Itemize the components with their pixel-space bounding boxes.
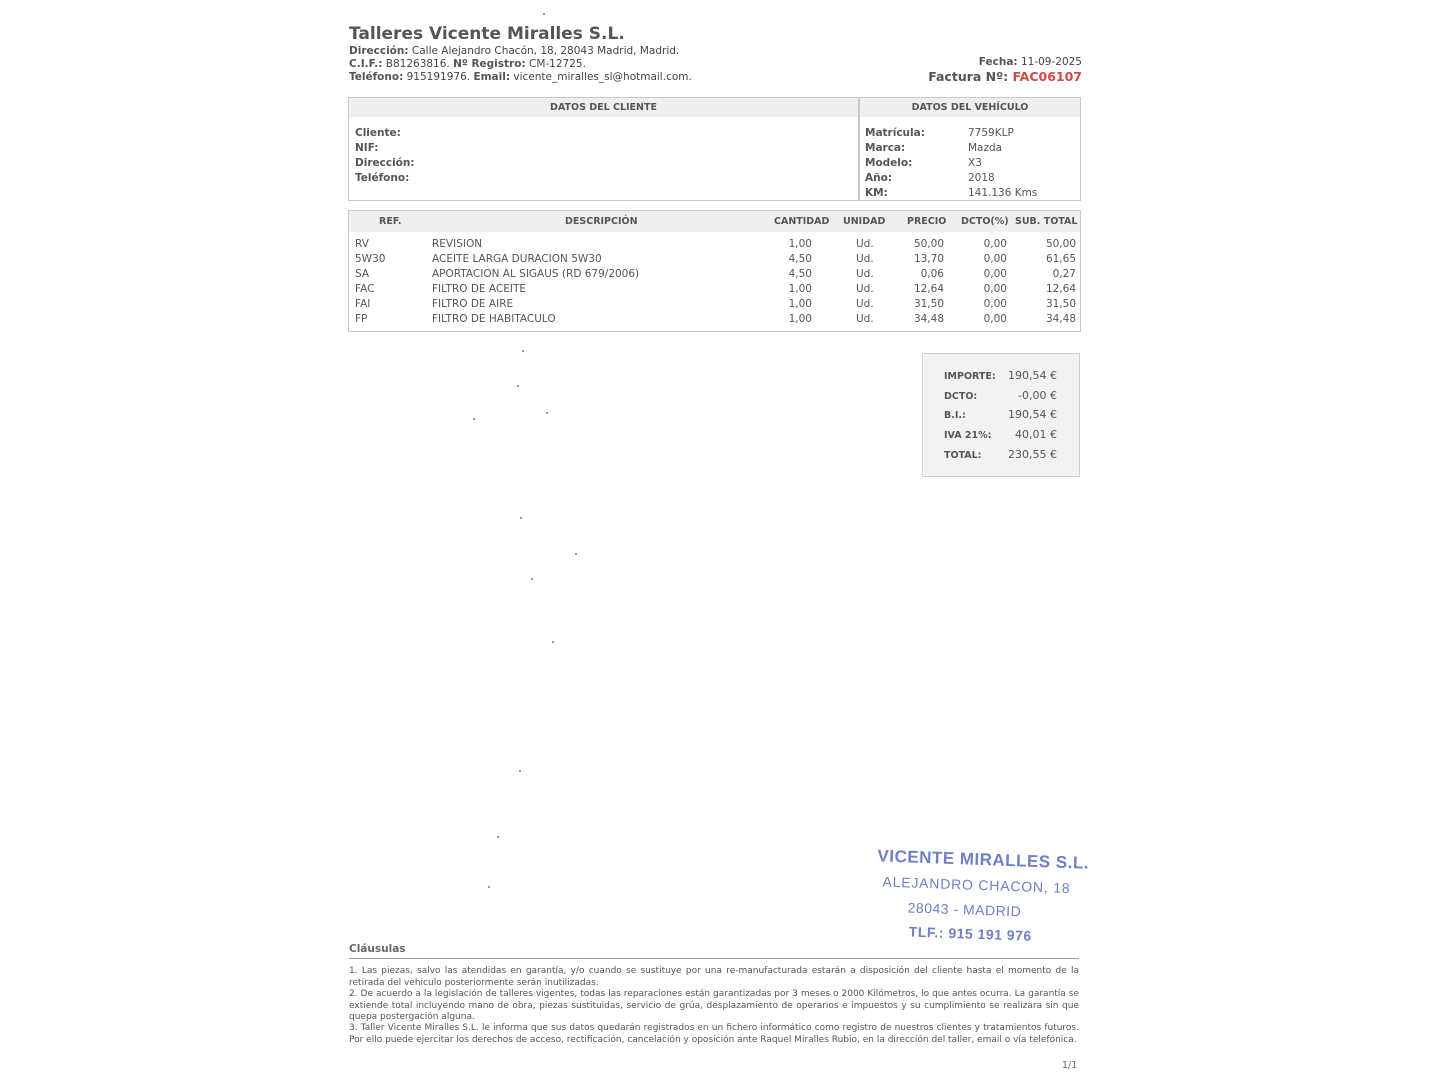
cell-descripcion: REVISION: [432, 238, 483, 250]
cell-ref: FAI: [355, 298, 371, 310]
cell-dcto: 0,00: [983, 313, 1007, 325]
cell-descripcion: APORTACION AL SIGAUS (RD 679/2006): [432, 268, 640, 280]
total-row-total: [923, 448, 1079, 466]
cell-descripcion: ACEITE LARGA DURACION 5W30: [432, 253, 602, 265]
header-subtotal: SUB. TOTAL: [1015, 216, 1078, 227]
total-row-iva: [923, 428, 1079, 446]
cell-cantidad: 1,00: [788, 298, 812, 310]
cell-cantidad: 1,00: [788, 283, 812, 295]
cif-value: B81263816.: [385, 58, 450, 70]
invoice-date: [979, 56, 1082, 68]
cell-dcto: 0,00: [983, 283, 1007, 295]
cell-subtotal: 31,50: [1045, 298, 1076, 310]
stamp-line-phone: TLF.: 915 191 976: [908, 923, 1032, 944]
importe-value: 190,54 €: [1008, 369, 1057, 382]
page-number: 1/1: [1062, 1060, 1078, 1071]
registro-value: CM-12725.: [528, 58, 586, 70]
client-box-title: DATOS DEL CLIENTE: [349, 98, 858, 117]
client-phone-label: Teléfono:: [355, 172, 410, 184]
cell-descripcion: FILTRO DE AIRE: [432, 298, 514, 310]
cell-dcto: 0,00: [983, 238, 1007, 250]
cell-cantidad: 4,50: [788, 268, 812, 280]
total-row-dcto: [923, 389, 1079, 407]
matricula-value: 7759KLP: [968, 127, 1014, 139]
cell-precio: 31,50: [913, 298, 944, 310]
clausulas-title: Cláusulas: [349, 943, 406, 955]
matricula-label: Matrícula:: [865, 127, 925, 139]
vehicle-box-title: DATOS DEL VEHÍCULO: [860, 98, 1080, 117]
email-value: vicente_miralles_sl@hotmail.com.: [513, 71, 692, 83]
direccion-label: Dirección:: [349, 45, 409, 57]
company-stamp: [874, 846, 1090, 953]
registro-label: Nº Registro:: [453, 58, 526, 70]
cell-ref: 5W30: [355, 253, 386, 265]
marca-label: Marca:: [865, 142, 906, 154]
km-value: 141.136 Kms: [968, 187, 1038, 199]
factura-value: FAC06107: [1012, 69, 1082, 84]
nif-label: NIF:: [355, 142, 379, 154]
table-row: [349, 313, 1080, 328]
items-table-header: [349, 211, 1080, 232]
modelo-value: X3: [968, 157, 982, 169]
cell-cantidad: 1,00: [788, 313, 812, 325]
cell-cantidad: 1,00: [788, 238, 812, 250]
header-ref: REF.: [379, 216, 402, 227]
cell-dcto: 0,00: [983, 253, 1007, 265]
cell-cantidad: 4,50: [788, 253, 812, 265]
stamp-line-name: VICENTE MIRALLES S.L.: [877, 846, 1090, 873]
header-precio: PRECIO: [907, 216, 947, 227]
cell-unidad: Ud.: [856, 283, 874, 295]
bi-value: 190,54 €: [1008, 408, 1057, 421]
cell-dcto: 0,00: [983, 298, 1007, 310]
total-label: TOTAL:: [944, 450, 982, 461]
client-label: Cliente:: [355, 127, 401, 139]
header-unidad: UNIDAD: [843, 216, 886, 227]
clausula-3: 3. Taller Vicente Miralles S.L. le informa que sus datos quedarán registrados en un fichero informático como registro de nuestros clientes y tratamientos futuros. Por ello puede ejercitar los derechos de acceso, rectificación, cancelación y oposición ante Raquel Miralles Rubio, en la dirección del taller, email o vía telefónica.: [349, 1023, 1079, 1045]
totals-box: [922, 353, 1080, 477]
cell-ref: FP: [355, 313, 368, 325]
cell-subtotal: 50,00: [1045, 238, 1076, 250]
cell-precio: 34,48: [913, 313, 944, 325]
stamp-line-address: ALEJANDRO CHACON, 18: [882, 873, 1071, 897]
cell-unidad: Ud.: [856, 238, 874, 250]
cell-subtotal: 61,65: [1045, 253, 1076, 265]
cell-precio: 50,00: [913, 238, 944, 250]
cell-ref: SA: [355, 268, 370, 280]
client-address-label: Dirección:: [355, 157, 415, 169]
total-row-bi: [923, 408, 1079, 426]
cell-dcto: 0,00: [983, 268, 1007, 280]
cell-ref: FAC: [355, 283, 375, 295]
dcto-value: -0,00 €: [1018, 389, 1057, 402]
telefono-value: 915191976.: [406, 71, 471, 83]
items-table: [348, 210, 1081, 332]
cell-unidad: Ud.: [856, 313, 874, 325]
fecha-label: Fecha:: [978, 56, 1018, 68]
header-descripcion: DESCRIPCIÓN: [565, 216, 638, 227]
marca-value: Mazda: [968, 142, 1003, 154]
telefono-label: Teléfono:: [349, 71, 404, 83]
header-dcto: DCTO(%): [961, 216, 1009, 227]
cell-subtotal: 0,27: [1052, 268, 1076, 280]
invoice-number: [928, 69, 1082, 84]
importe-label: IMPORTE:: [944, 371, 996, 382]
fecha-value: 11-09-2025: [1020, 56, 1082, 68]
direccion-value: Calle Alejandro Chacón, 18, 28043 Madrid, Madrid.: [411, 45, 680, 57]
cell-descripcion: FILTRO DE ACEITE: [432, 283, 527, 295]
modelo-label: Modelo:: [865, 157, 913, 169]
total-row-importe: [923, 369, 1079, 387]
cell-subtotal: 12,64: [1045, 283, 1076, 295]
table-row: [349, 283, 1080, 298]
cell-unidad: Ud.: [856, 298, 874, 310]
cell-precio: 0,06: [920, 268, 944, 280]
ano-label: Año:: [865, 172, 893, 184]
company-contact-line: [349, 71, 692, 85]
iva-value: 40,01 €: [1015, 428, 1057, 441]
clausula-2: 2. De acuerdo a la legislación de talleres vigentes, todas las reparaciones están garantizadas por 3 meses o 2000 Kilómetros, lo que antes ocurra. La garantía se extiende total incluyendo mano de obra, piezas sustituidas, servicio de grúa, desplazamiento de operarios e impuestos y su cumplimiento se realizara sin que quepa postergación alguna.: [349, 989, 1079, 1022]
cell-precio: 13,70: [913, 253, 944, 265]
cell-unidad: Ud.: [856, 268, 874, 280]
vehicle-box: [859, 97, 1081, 201]
ano-value: 2018: [968, 172, 995, 184]
table-row: [349, 253, 1080, 268]
bi-label: B.I.:: [944, 410, 966, 421]
company-name: Talleres Vicente Miralles S.L.: [349, 24, 625, 44]
km-label: KM:: [865, 187, 888, 199]
company-address-line: [349, 45, 679, 59]
company-cif-line: [349, 58, 586, 72]
cell-precio: 12,64: [913, 283, 944, 295]
iva-label: IVA 21%:: [944, 430, 992, 441]
cell-unidad: Ud.: [856, 253, 874, 265]
clausula-1: 1. Las piezas, salvo las atendidas en garantía, y/o cuando se sustituye por una re-manufacturada estarán a disposición del cliente hasta el momento de la retirada del vehículo posteriormente serán inutilizadas.: [349, 966, 1079, 988]
table-row: [349, 298, 1080, 313]
clausulas-divider: [349, 958, 1079, 959]
cell-ref: RV: [355, 238, 369, 250]
table-row: [349, 268, 1080, 283]
stamp-line-city: 28043 - MADRID: [907, 899, 1022, 920]
cell-subtotal: 34,48: [1045, 313, 1076, 325]
dcto-label: DCTO:: [944, 391, 978, 402]
factura-label: Factura Nº:: [928, 69, 1009, 84]
client-box: [348, 97, 859, 201]
table-row: [349, 238, 1080, 253]
email-label: Email:: [473, 71, 511, 83]
cif-label: C.I.F.:: [349, 58, 383, 70]
header-cantidad: CANTIDAD: [774, 216, 830, 227]
total-value: 230,55 €: [1008, 448, 1057, 461]
cell-descripcion: FILTRO DE HABITACULO: [432, 313, 556, 325]
